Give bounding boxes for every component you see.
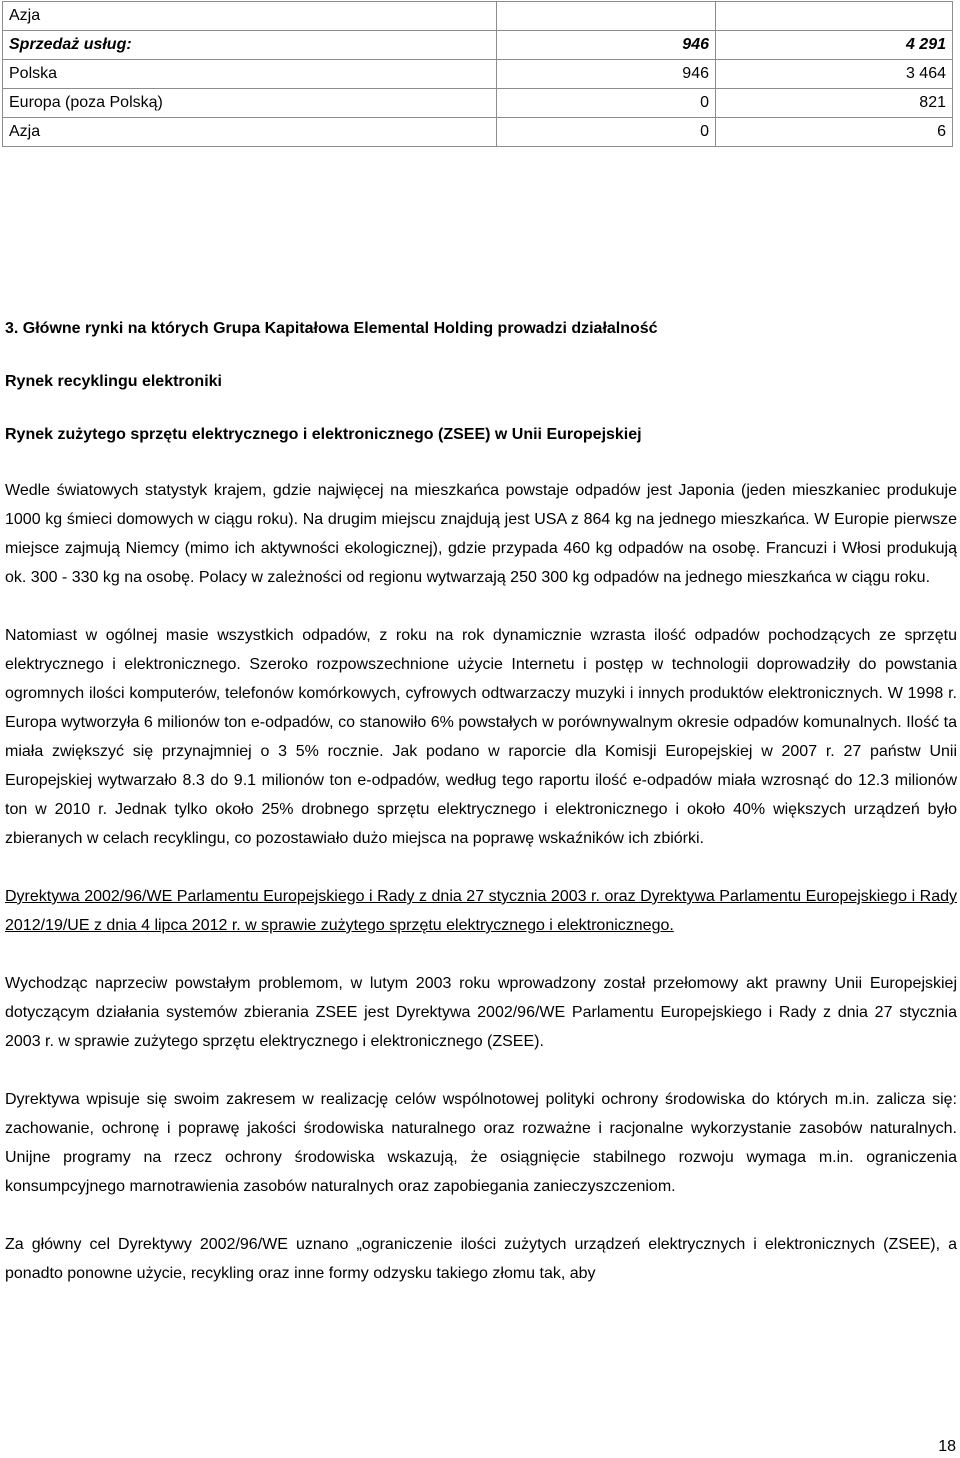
row-value-2: 4 291: [716, 31, 953, 60]
row-value-2: 3 464: [716, 60, 953, 89]
section-heading: 3. Główne rynki na których Grupa Kapitałowa Elemental Holding prowadzi działalność: [5, 320, 658, 337]
table-row: [3, 118, 953, 147]
row-value-2: 6: [716, 118, 953, 147]
revenue-table: [2, 1, 953, 147]
page-number: 18: [938, 1438, 956, 1455]
row-label: Polska: [3, 60, 497, 89]
paragraph: Dyrektywa wpisuje się swoim zakresem w realizację celów wspólnotowej polityki ochrony środowiska do których m.in. zalicza się: zachowanie, ochronę i poprawę jakości środowiska naturalnego oraz rozważne i racjonalne wykorzystanie zasobów naturalnych. Unijne programy na rzecz ochrony środowiska wskazują, że osiągnięcie stabilnego rozwoju wymaga m.in. ograniczenia konsumpcyjnego marnotrawienia zasobów naturalnych oraz zapobiegania zanieczyszczeniom.: [5, 1091, 957, 1195]
subheading-weee: Rynek zużytego sprzętu elektrycznego i elektronicznego (ZSEE) w Unii Europejskiej: [5, 426, 642, 443]
row-label: Azja: [3, 2, 497, 31]
row-value-1: 946: [497, 31, 716, 60]
row-label: Europa (poza Polską): [3, 89, 497, 118]
row-value-1: [497, 2, 716, 31]
paragraph: Natomiast w ogólnej masie wszystkich odpadów, z roku na rok dynamicznie wzrasta ilość odpadów pochodzących ze sprzętu elektrycznego i elektronicznego. Szeroko rozpowszechnione użycie Internetu i postęp w technologii doprowadziły do powstania ogromnych ilości komputerów, telefonów komórkowych, cyfrowych odtwarzaczy muzyki i innych produktów elektronicznych. W 1998 r. Europa wytworzyła 6 milionów ton e-odpadów, co stanowiło 6% powstałych w porównywalnym okresie odpadów komunalnych. Ilość ta miała zwiększyć się przynajmniej o 3 5% rocznie. Jak podano w raporcie dla Komisji Europejskiej w 2007 r. 27 państw Unii Europejskiej wytwarzało 8.3 do 9.1 milionów ton e-odpadów, według tego raportu ilość e-odpadów miała wzrosnąć do 12.3 milionów ton w 2010 r. Jednak tylko około 25% drobnego sprzętu elektrycznego i elektronicznego i około 40% większych urządzeń było zbieranych w celach recyklingu, co pozostawiało dużo miejsca na poprawę wskaźników ich zbiórki.: [5, 627, 957, 847]
row-value-1: 0: [497, 89, 716, 118]
document-body: [5, 314, 957, 1316]
directive-reference: Dyrektywa 2002/96/WE Parlamentu Europejskiego i Rady z dnia 27 stycznia 2003 r. oraz Dyrektywa Parlamentu Europejskiego i Rady 2012/19/UE z dnia 4 lipca 2012 r. w sprawie zużytego sprzętu elektrycznego i elektronicznego.: [5, 888, 957, 934]
paragraph: Za główny cel Dyrektywy 2002/96/WE uznano „ograniczenie ilości zużytych urządzeń elektrycznych i elektronicznych (ZSEE), a ponadto ponowne użycie, recykling oraz inne formy odzysku takiego złomu tak, aby: [5, 1236, 957, 1282]
table-row: [3, 31, 953, 60]
table-row: [3, 60, 953, 89]
row-label: Azja: [3, 118, 497, 147]
row-value-1: 946: [497, 60, 716, 89]
paragraph: Wedle światowych statystyk krajem, gdzie najwięcej na mieszkańca powstaje odpadów jest Japonia (jeden mieszkaniec produkuje 1000 kg śmieci domowych w ciągu roku). Na drugim miejscu znajdują jest USA z 864 kg na jednego mieszkańca. W Europie pierwsze miejsce zajmują Niemcy (mimo ich aktywności ekologicznej), gdzie przypada 460 kg odpadów na osobę. Francuzi i Włosi produkują ok. 300 - 330 kg na osobę. Polacy w zależności od regionu wytwarzają 250 300 kg odpadów na jednego mieszkańca w ciągu roku.: [5, 482, 957, 586]
row-value-1: 0: [497, 118, 716, 147]
paragraph: Wychodząc naprzeciw powstałym problemom, w lutym 2003 roku wprowadzony został przełomowy akt prawny Unii Europejskiej dotyczącym działania systemów zbierania ZSEE jest Dyrektywa 2002/96/WE Parlamentu Europejskiego i Rady z dnia 27 stycznia 2003 r. w sprawie zużytego sprzętu elektrycznego i elektronicznego (ZSEE).: [5, 975, 957, 1050]
row-label: Sprzedaż usług:: [3, 31, 497, 60]
table-row: [3, 2, 953, 31]
row-value-2: 821: [716, 89, 953, 118]
subheading-recycling: Rynek recyklingu elektroniki: [5, 373, 222, 390]
table-row: [3, 89, 953, 118]
row-value-2: [716, 2, 953, 31]
